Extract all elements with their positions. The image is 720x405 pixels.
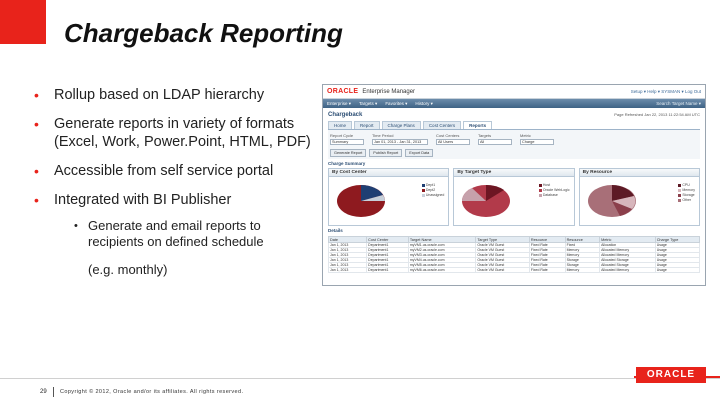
panel-by-resource — [579, 168, 700, 226]
bullet-item — [30, 162, 315, 180]
bullet-text: Generate reports in variety of formats (Excel, Work, Power.Point, HTML, PDF) — [54, 116, 311, 150]
table-cell: Jan 1, 2013 — [329, 253, 367, 258]
tab-home[interactable]: Home — [328, 121, 352, 129]
table-cell: Jan 1, 2013 — [329, 248, 367, 253]
filter-label: Cost Centers — [436, 133, 460, 138]
table-cell: Jan 1, 2013 — [329, 268, 367, 273]
legend-label: Dept2 — [425, 188, 436, 192]
table-cell: Usage — [655, 258, 699, 263]
table-cell: Jan 1, 2013 — [329, 258, 367, 263]
filter-select[interactable]: Summary — [330, 139, 364, 145]
legend-label: Storage — [682, 193, 695, 197]
table-row[interactable] — [329, 268, 700, 273]
em-header — [323, 85, 705, 99]
table-cell: Oracle VM Guest — [476, 248, 530, 253]
bullet-list — [30, 86, 315, 278]
tab-charge-plans[interactable]: Charge Plans — [382, 121, 421, 129]
target-search[interactable]: Search Target Name ▾ — [656, 100, 701, 106]
table-cell: Fixed Rate — [529, 243, 565, 248]
menu-targets[interactable]: Targets ▾ — [359, 100, 378, 106]
footer-divider — [0, 378, 720, 379]
table-cell: Department1 — [367, 258, 409, 263]
tab-cost-centers[interactable]: Cost Centers — [423, 121, 461, 129]
table-cell: myVM3.us.oracle.com — [408, 253, 475, 258]
table-cell: Oracle VM Guest — [476, 263, 530, 268]
filter-time-period — [372, 133, 428, 145]
legend — [678, 183, 695, 203]
bullet-item — [30, 191, 315, 209]
pie-chart-resource — [584, 179, 644, 223]
oracle-logo-small: ORACLE — [327, 88, 359, 95]
table-cell: Department1 — [367, 263, 409, 268]
table-cell: Allocated Storage — [600, 263, 656, 268]
sub-bullet-item — [30, 218, 315, 250]
export-data-button[interactable]: Export Data — [405, 149, 433, 157]
legend-label: Host — [542, 183, 551, 187]
legend — [539, 183, 570, 198]
filter-label: Report Cycle — [330, 133, 354, 138]
panel-title: By Resource — [580, 169, 699, 177]
legend-item — [678, 198, 695, 203]
em-menubar — [323, 99, 705, 108]
column-header[interactable]: Resource — [565, 237, 600, 243]
legend-item — [539, 193, 570, 198]
bullet-text: Accessible from self service portal — [54, 163, 274, 179]
legend-label: Other — [682, 198, 692, 202]
table-cell: Memory — [565, 268, 600, 273]
table-cell: Fixed Rate — [529, 263, 565, 268]
table-cell: Memory — [565, 253, 600, 258]
table-cell: Department1 — [367, 253, 409, 258]
filter-select[interactable]: Jan 01, 2013 - Jan 31, 2013 — [372, 139, 428, 145]
filter-row — [328, 130, 700, 147]
bullet-dot-icon: • — [34, 116, 39, 132]
column-header[interactable]: Cost Center — [367, 237, 409, 243]
tab-report[interactable]: Report — [354, 121, 380, 129]
em-tabs — [328, 121, 700, 130]
table-cell: Oracle VM Guest — [476, 258, 530, 263]
charge-summary-title: Charge Summary — [328, 161, 366, 166]
filter-report-cycle — [330, 133, 364, 145]
table-cell: Usage — [655, 243, 699, 248]
filter-label: Time Period — [372, 133, 394, 138]
table-cell: Department1 — [367, 248, 409, 253]
table-cell: Fixed Rate — [529, 248, 565, 253]
bullet-text: Integrated with BI Publisher — [54, 192, 232, 208]
details-table — [328, 236, 700, 273]
filter-cost-centers — [436, 133, 470, 145]
table-cell: Jan 1, 2013 — [329, 263, 367, 268]
app-name: Enterprise Manager — [362, 88, 416, 95]
filter-label: Metric — [520, 133, 531, 138]
menu-favorites[interactable]: Favorites ▾ — [385, 100, 408, 106]
table-cell: Allocated Memory — [600, 253, 656, 258]
generate-report-button[interactable]: Generate Report — [330, 149, 366, 157]
legend-label: Memory — [682, 188, 695, 192]
oracle-logo: ORACLE — [636, 367, 706, 383]
bullet-dot-icon: • — [34, 163, 39, 179]
page-number: 29 — [40, 389, 47, 395]
footer-separator — [53, 387, 54, 397]
bullet-text: Rollup based on LDAP hierarchy — [54, 87, 265, 103]
table-cell: Oracle VM Guest — [476, 268, 530, 273]
tab-reports[interactable]: Reports — [463, 121, 492, 129]
pie-chart-cost-center — [333, 179, 393, 223]
table-cell: myVM6.us.oracle.com — [408, 268, 475, 273]
legend-item — [422, 193, 444, 198]
table-cell: myVM2.us.oracle.com — [408, 248, 475, 253]
table-cell: Usage — [655, 268, 699, 273]
table-cell: myVM1.us.oracle.com — [408, 243, 475, 248]
bullet-dot-icon: • — [34, 192, 39, 208]
filter-metric — [520, 133, 554, 145]
bullet-item — [30, 115, 315, 151]
page-title-text: Chargeback — [328, 111, 363, 118]
legend — [422, 183, 444, 198]
header-links[interactable]: Setup ▾ Help ▾ SYSMAN ▾ Log Out — [630, 88, 701, 94]
column-header[interactable]: Resource — [529, 237, 565, 243]
menu-enterprise[interactable]: Enterprise ▾ — [327, 100, 352, 106]
column-header[interactable]: Charge Type — [655, 237, 699, 243]
em-page — [323, 108, 705, 275]
page-refresh-info: Page Refreshed Jan 22, 2013 11:22:54 AM UTC — [614, 112, 700, 117]
sub-bullet-text: Generate and email reports to recipients on defined schedule — [88, 218, 264, 249]
bullet-dot-icon: • — [34, 87, 39, 103]
sub-bullet-dot-icon: • — [74, 220, 78, 232]
column-header[interactable]: Target Name — [408, 237, 475, 243]
em-page-title — [328, 110, 700, 119]
table-cell: Storage — [565, 258, 600, 263]
table-cell: Usage — [655, 263, 699, 268]
table-cell: myVM4.us.oracle.com — [408, 258, 475, 263]
menu-history[interactable]: History ▾ — [415, 100, 433, 106]
legend-label: Database — [542, 193, 558, 197]
filter-select[interactable]: All — [478, 139, 512, 145]
table-cell: Allocated Storage — [600, 258, 656, 263]
table-cell: Department1 — [367, 243, 409, 248]
pie-chart-target-type — [458, 179, 518, 223]
table-cell: Usage — [655, 253, 699, 258]
filter-select[interactable]: Charge — [520, 139, 554, 145]
table-cell: Jan 1, 2013 — [329, 243, 367, 248]
legend-label: Unassigned — [425, 193, 445, 197]
column-header[interactable]: Target Type — [476, 237, 530, 243]
legend-label: CPU — [682, 183, 690, 187]
panel-by-cost-center — [328, 168, 449, 226]
table-cell: Fixed Rate — [529, 253, 565, 258]
details-title: Details — [328, 228, 343, 233]
slide-title: Chargeback Reporting — [64, 18, 343, 48]
chart-panels — [328, 168, 700, 226]
table-cell: Memory — [565, 248, 600, 253]
accent-block — [0, 0, 46, 44]
table-cell: Usage — [655, 248, 699, 253]
table-cell: Fixed Rate — [529, 258, 565, 263]
legend-label: Dept1 — [425, 183, 436, 187]
table-cell: Storage — [565, 263, 600, 268]
sub-bullet-continuation: (e.g. monthly) — [88, 262, 168, 277]
filter-select[interactable]: All Users — [436, 139, 470, 145]
table-cell: Department1 — [367, 268, 409, 273]
table-cell: Fixed — [565, 243, 600, 248]
legend-label: Oracle WebLogic — [542, 188, 570, 192]
filter-targets — [478, 133, 512, 145]
table-cell: myVM5.us.oracle.com — [408, 263, 475, 268]
enterprise-manager-screenshot — [322, 84, 706, 286]
table-cell: Allocated Memory — [600, 268, 656, 273]
action-row — [328, 147, 700, 159]
table-body — [329, 243, 700, 273]
table-cell: Oracle VM Guest — [476, 243, 530, 248]
table-cell: Allocated Memory — [600, 248, 656, 253]
column-header[interactable]: Metric — [600, 237, 656, 243]
bullet-item — [30, 86, 315, 104]
copyright-text: Copyright © 2012, Oracle and/or its affiliates. All rights reserved. — [60, 389, 244, 395]
table-cell: Fixed Rate — [529, 268, 565, 273]
panel-by-target-type — [453, 168, 574, 226]
filter-label: Targets — [478, 133, 492, 138]
column-header[interactable]: Date — [329, 237, 367, 243]
publish-report-button[interactable]: Publish Report — [369, 149, 402, 157]
panel-title: By Cost Center — [329, 169, 448, 177]
table-cell: Oracle VM Guest — [476, 253, 530, 258]
table-cell: Allocation — [600, 243, 656, 248]
panel-title: By Target Type — [454, 169, 573, 177]
